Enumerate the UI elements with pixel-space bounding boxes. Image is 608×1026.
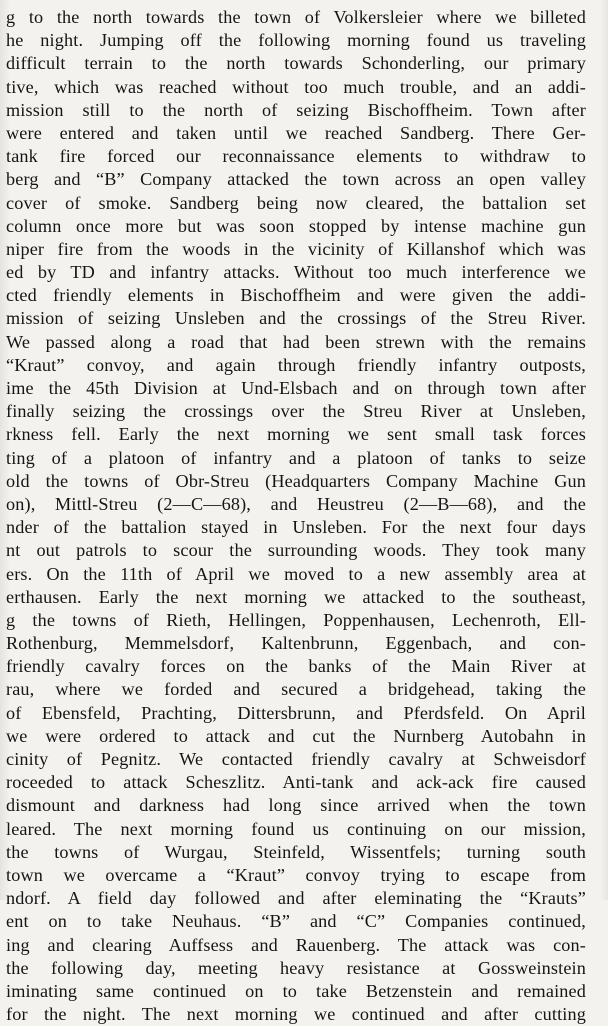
text-line: nder of the battalion stayed in Unsleben. For the next four days: [6, 517, 586, 538]
text-line: ers. On the 11th of April we moved to a new assembly area at: [6, 563, 586, 584]
text-line: cted friendly elements in Bischoffheim and were given the addi-: [6, 285, 586, 306]
text-line: tank fire forced our reconnaissance elements to withdraw to: [6, 146, 586, 167]
text-line: ting of a platoon of infantry and a platoon of tanks to seize: [6, 447, 586, 468]
body-text: [0, 6, 608, 1026]
text-line: dismount and darkness had long since arrived when the town: [6, 795, 586, 816]
text-line: berg and “B” Company attacked the town across an open valley: [6, 169, 586, 190]
text-line: ime the 45th Division at Und-Elsbach and on through town after: [6, 378, 586, 398]
text-line: ed by TD and infantry attacks. Without too much interference we: [6, 262, 586, 283]
text-line: We passed along a road that had been strewn with the remains: [6, 331, 586, 352]
text-line: town we overcame a “Kraut” convoy trying to escape from: [6, 864, 586, 885]
text-line: ent on to take Neuhaus. “B” and “C” Companies continued,: [6, 911, 586, 932]
text-line: the towns of Wurgau, Steinfeld, Wissentfels; turning south: [6, 841, 586, 862]
text-line: difficult terrain to the north towards Schonderling, our primary: [6, 53, 586, 74]
text-line: tive, which was reached without too much trouble, and an addi-: [6, 76, 586, 97]
text-line: niper fire from the woods in the vicinity of Killanshof which was: [6, 238, 586, 259]
text-line: g to the north towards the town of Volkersleier where we billeted: [6, 7, 586, 27]
text-line: g the towns of Rieth, Hellingen, Poppenhausen, Lechenroth, Ell-: [6, 609, 586, 630]
text-line: mission of seizing Unsleben and the crossings of the Streu River.: [6, 308, 586, 329]
text-line: ing and clearing Auffsess and Rauenberg. The attack was con-: [6, 934, 586, 955]
text-line: column once more but was soon stopped by intense machine gun: [6, 215, 586, 236]
text-line: he night. Jumping off the following morning found us traveling: [6, 30, 586, 51]
text-line: cinity of Pegnitz. We contacted friendly cavalry at Schweisdorf: [6, 749, 586, 769]
text-line: iminating same continued on to take Betzenstein and remained: [6, 980, 586, 1001]
text-line: the following day, meeting heavy resistance at Gossweinstein: [6, 957, 586, 978]
text-line: ndorf. A field day followed and after eleminating the “Krauts”: [6, 888, 586, 909]
text-line: were entered and taken until we reached Sandberg. There Ger-: [6, 122, 586, 143]
text-line: we were ordered to attack and cut the Nurnberg Autobahn in: [6, 725, 586, 746]
text-line: of Ebensfeld, Prachting, Dittersbrunn, and Pferdsfeld. On April: [6, 702, 586, 723]
text-line: on), Mittl-Streu (2—C—68), and Heustreu (2—B—68), and the: [6, 493, 586, 514]
text-line: leared. The next morning found us continuing on our mission,: [6, 818, 586, 839]
text-line: old the towns of Obr-Streu (Headquarters Company Machine Gun: [6, 470, 586, 491]
text-line: roceeded to attack Scheszlitz. Anti-tank and ack-ack fire caused: [6, 772, 586, 793]
text-line: “Kraut” convoy, and again through friendly infantry outposts,: [6, 354, 586, 375]
text-line: erthausen. Early the next morning we attacked to the southeast,: [6, 586, 586, 607]
text-line: nt out patrols to scour the surrounding woods. They took many: [6, 540, 586, 561]
text-line: Rothenburg, Memmelsdorf, Kaltenbrunn, Eggenbach, and con-: [6, 633, 586, 654]
text-line: rau, where we forded and secured a bridgehead, taking the: [6, 679, 586, 700]
text-line: finally seizing the crossings over the Streu River at Unsleben,: [6, 401, 586, 422]
text-line: friendly cavalry forces on the banks of the Main River at: [6, 656, 586, 677]
text-line: mission still to the north of seizing Bischoffheim. Town after: [6, 99, 586, 120]
text-line: cover of smoke. Sandberg being now cleared, the battalion set: [6, 192, 586, 213]
text-line: rkness fell. Early the next morning we sent small task forces: [6, 424, 586, 445]
text-line: for the night. The next morning we continued and after cutting: [6, 1004, 586, 1025]
